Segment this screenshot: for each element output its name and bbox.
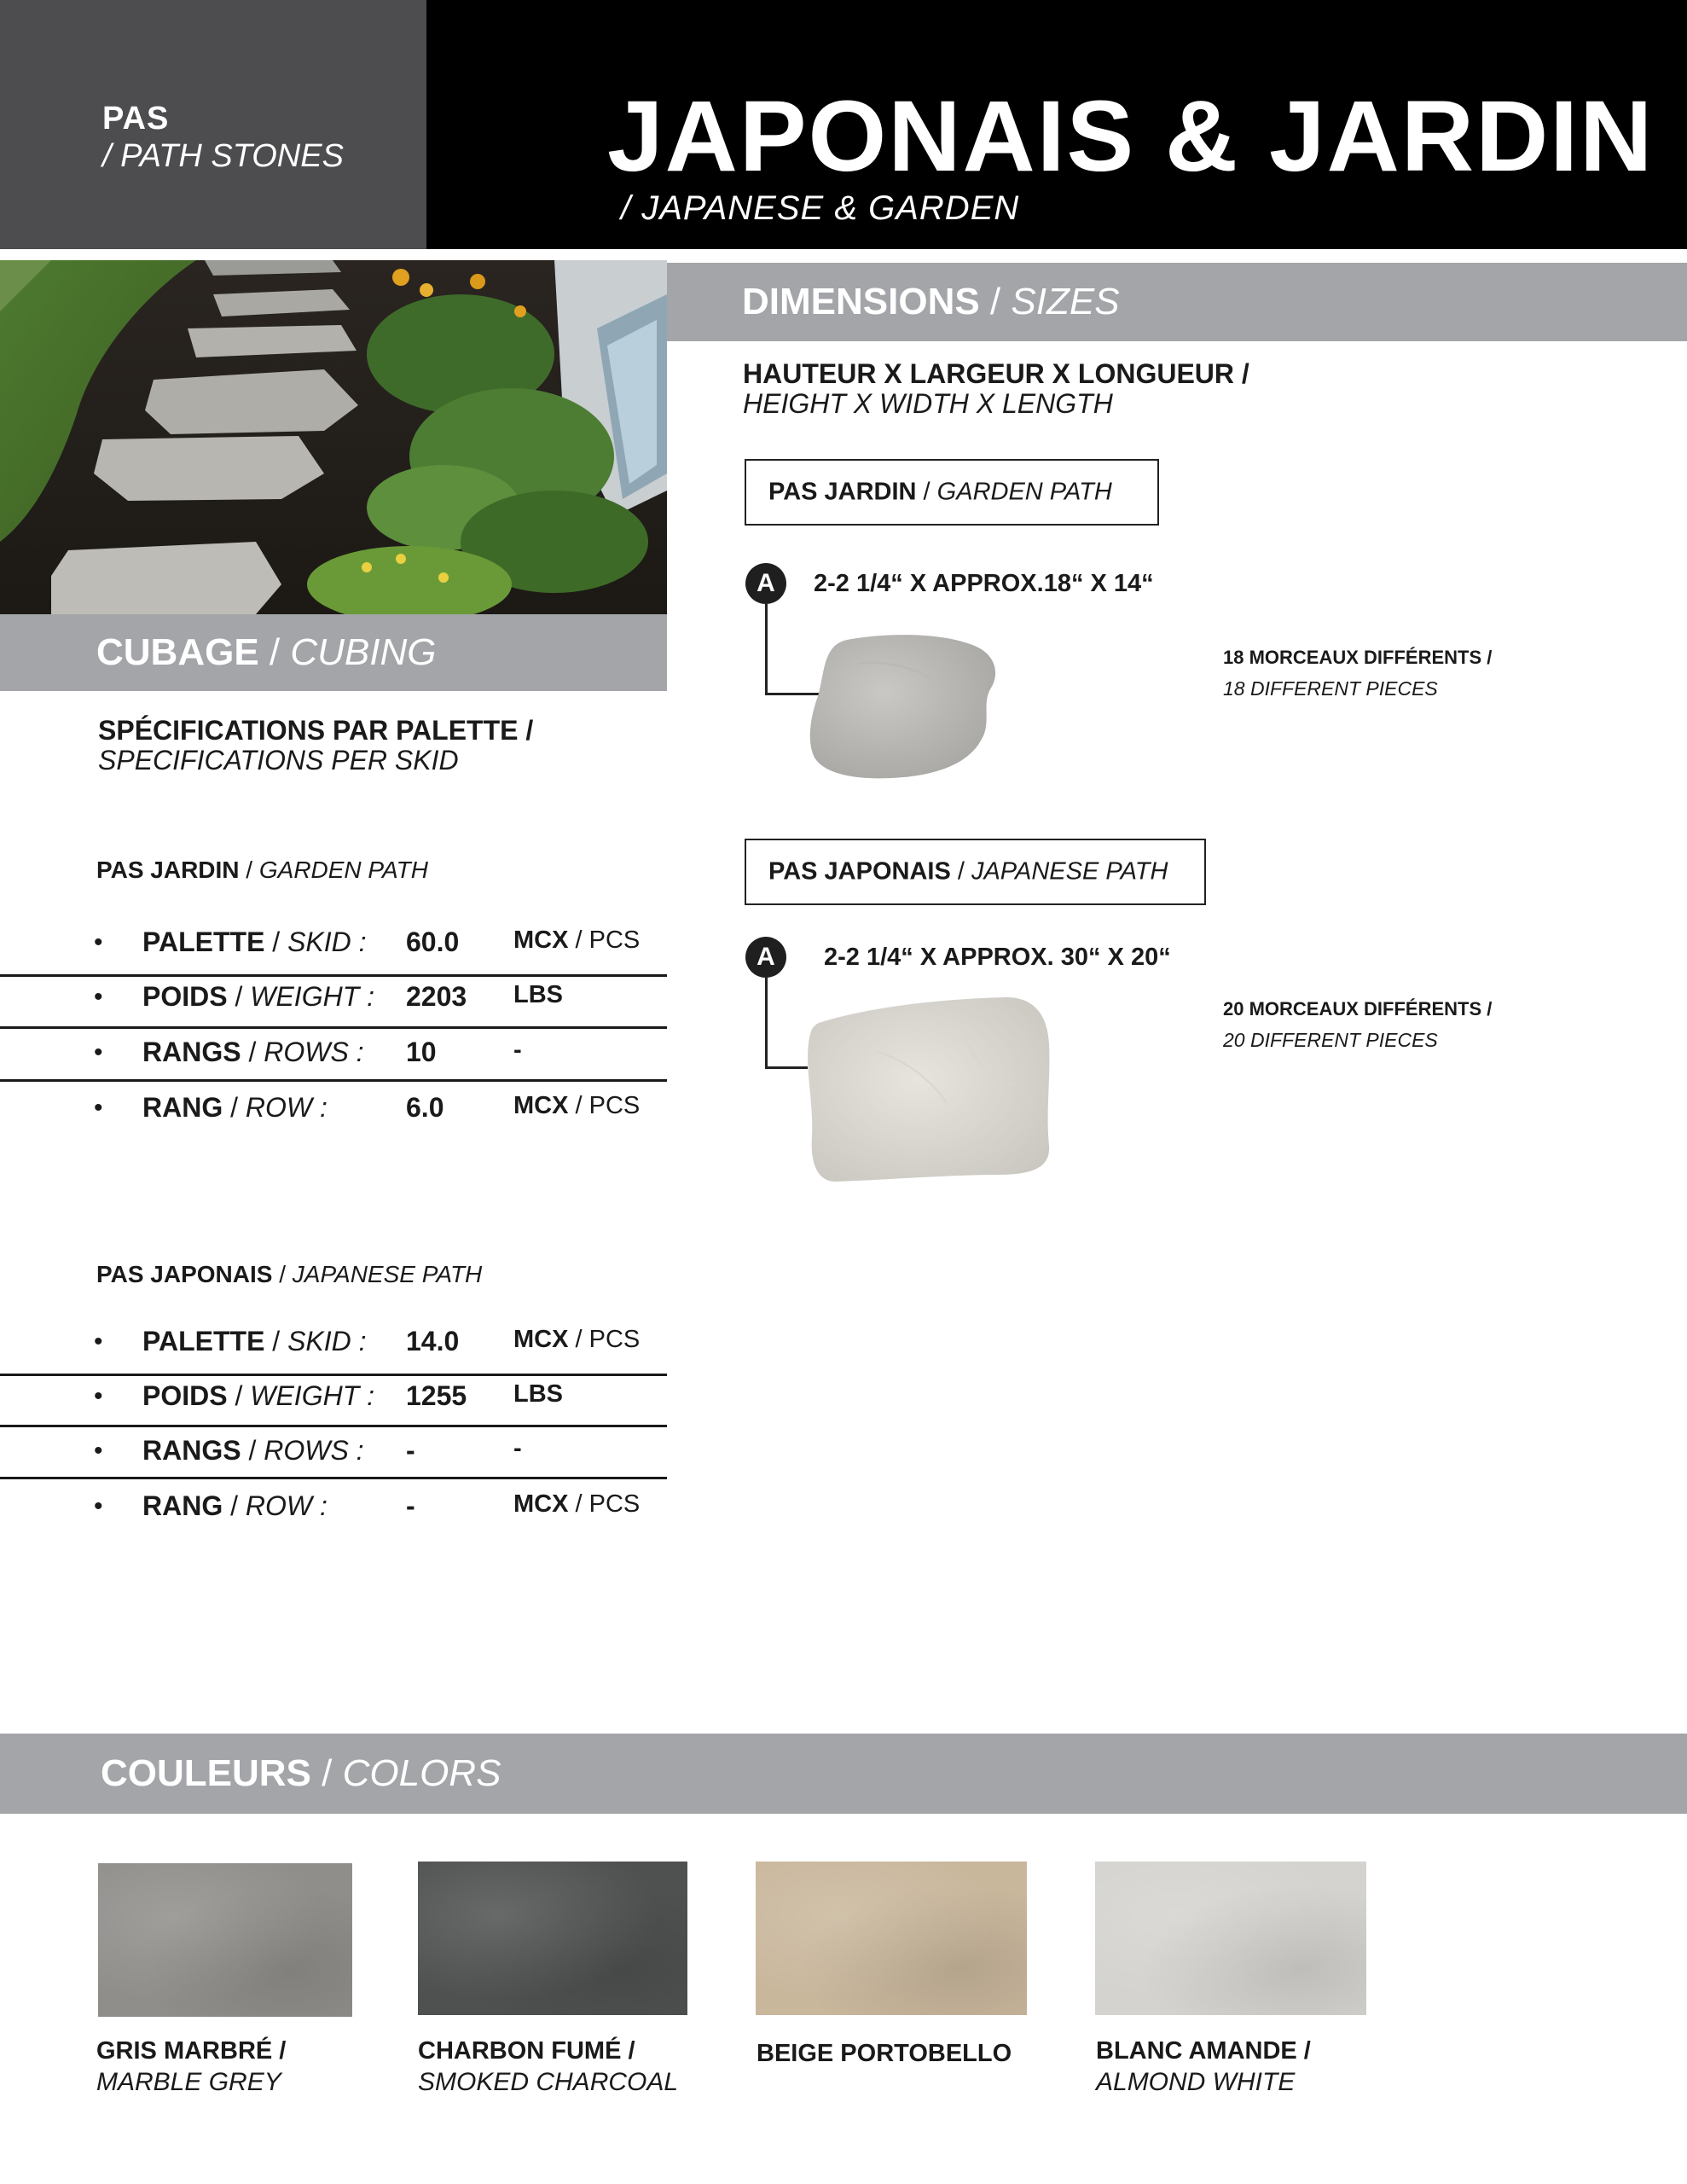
callout-line (765, 978, 768, 1068)
colors-heading-fr: COULEURS (101, 1752, 311, 1794)
page-subtitle: / JAPANESE & GARDEN (621, 189, 1020, 227)
swatch-smoked-charcoal (418, 1862, 687, 2015)
dimension-value: 2-2 1/4“ X APPROX. 30“ X 20“ (824, 944, 1171, 971)
swatch-beige-portobello (756, 1862, 1027, 2015)
spec-row (0, 1374, 667, 1426)
pieces-count-en: 18 DIFFERENT PIECES (1223, 677, 1438, 700)
cubage-heading (96, 631, 437, 674)
category-label: PAS (102, 101, 170, 136)
bullet: • (94, 1038, 103, 1066)
cubage-product-name-en: GARDEN PATH (258, 857, 428, 883)
cubage-product-name-fr: PAS JARDIN (96, 857, 240, 883)
cubage-product-name-fr: PAS JAPONAIS (96, 1261, 273, 1287)
spec-unit: MCX / PCS (513, 1092, 641, 1119)
cubage-heading-bar (0, 614, 667, 691)
bullet: • (94, 1327, 103, 1356)
spec-row (0, 1428, 667, 1481)
swatch-name: CHARBON FUMÉ / (418, 2037, 635, 2065)
spec-row (0, 1030, 667, 1083)
cubage-product-heading: PAS JAPONAIS / JAPANESE PATH (96, 1261, 483, 1287)
pieces-count-en: 20 DIFFERENT PIECES (1223, 1029, 1438, 1051)
product-label: PAS JARDIN / GARDEN PATH (768, 478, 1112, 506)
spec-unit: - (513, 1037, 522, 1064)
colors-heading-bar (0, 1734, 1687, 1814)
garden-stone-image (806, 630, 1002, 783)
marker-a: A (745, 563, 786, 604)
row-divider (0, 1026, 667, 1029)
header-left-panel (0, 0, 426, 249)
bullet: • (94, 1094, 103, 1122)
spec-value: - (406, 1435, 415, 1466)
spec-row (0, 920, 667, 973)
spec-unit: MCX / PCS (513, 1326, 641, 1353)
spec-label: POIDS / WEIGHT : (142, 1380, 375, 1411)
spec-label: RANG / ROW : (142, 1490, 328, 1521)
category-label-en: / PATH STONES (102, 138, 344, 174)
swatch-name-en: MARBLE GREY (96, 2068, 281, 2096)
cubage-product-name-en: JAPANESE PATH (292, 1261, 483, 1287)
dimensions-heading-en: SIZES (1011, 281, 1120, 322)
spec-subtitle: SPECIFICATIONS PER SKID (98, 745, 459, 775)
spec-value: - (406, 1490, 415, 1521)
cubage-heading-en: CUBING (290, 631, 437, 673)
spec-label: PALETTE / SKID : (142, 1326, 367, 1356)
spec-value: 2203 (406, 981, 467, 1012)
spec-unit: MCX / PCS (513, 1490, 641, 1518)
dimension-value: 2-2 1/4“ X APPROX.18“ X 14“ (814, 570, 1154, 597)
bullet: • (94, 1437, 103, 1465)
spec-value: 60.0 (406, 926, 460, 957)
pieces-count: 18 MORCEAUX DIFFÉRENTS / (1223, 647, 1493, 668)
spec-row (0, 974, 667, 1027)
spec-row (0, 1319, 667, 1372)
cubage-product-heading: PAS JARDIN / GARDEN PATH (96, 857, 428, 883)
spec-label: PALETTE / SKID : (142, 926, 367, 957)
swatch-name: BEIGE PORTOBELLO (757, 2040, 1012, 2067)
spec-label: POIDS / WEIGHT : (142, 981, 375, 1012)
spec-title: SPÉCIFICATIONS PAR PALETTE / (98, 715, 534, 746)
row-divider (0, 1477, 667, 1479)
dimensions-heading: DIMENSIONS / SIZES (742, 281, 1120, 322)
spec-unit: LBS (513, 1380, 563, 1408)
dimensions-heading-bar (667, 263, 1687, 341)
product-label-box (745, 839, 1206, 905)
spec-value: 10 (406, 1037, 437, 1067)
product-label: PAS JAPONAIS / JAPANESE PATH (768, 857, 1168, 886)
row-divider (0, 1425, 667, 1427)
product-label-box (745, 459, 1159, 526)
swatch-marble-grey (98, 1863, 352, 2017)
spec-row (0, 1484, 667, 1536)
colors-heading-en: COLORS (342, 1752, 501, 1794)
japanese-stone-image (802, 992, 1058, 1188)
spec-value: 6.0 (406, 1092, 444, 1123)
bullet: • (94, 1382, 103, 1410)
swatch-name: GRIS MARBRÉ / (96, 2037, 287, 2065)
garden-path-photo (0, 260, 667, 614)
spec-label: RANG / ROW : (142, 1092, 328, 1123)
swatch-almond-white (1095, 1862, 1366, 2015)
swatch-name: BLANC AMANDE / (1096, 2037, 1311, 2065)
pieces-count: 20 MORCEAUX DIFFÉRENTS / (1223, 998, 1493, 1019)
cubage-heading-fr: CUBAGE (96, 631, 259, 673)
spec-value: 14.0 (406, 1326, 460, 1356)
bullet: • (94, 983, 103, 1011)
bullet: • (94, 1492, 103, 1520)
spec-unit: MCX / PCS (513, 926, 641, 954)
spec-row (0, 1085, 667, 1138)
spec-label: RANGS / ROWS : (142, 1037, 364, 1067)
dimensions-format-label-en: HEIGHT X WIDTH X LENGTH (743, 388, 1113, 419)
swatch-name-en: ALMOND WHITE (1096, 2068, 1296, 2096)
page-title: JAPONAIS & JARDIN (607, 80, 1655, 193)
spec-unit: - (513, 1435, 522, 1462)
swatch-name-en: SMOKED CHARCOAL (418, 2068, 679, 2096)
spec-unit: LBS (513, 981, 563, 1008)
row-divider (0, 1079, 667, 1082)
callout-line (765, 604, 768, 694)
spec-value: 1255 (406, 1380, 467, 1411)
dimensions-format-label: HAUTEUR X LARGEUR X LONGUEUR / (743, 358, 1249, 389)
spec-label: RANGS / ROWS : (142, 1435, 364, 1466)
bullet: • (94, 928, 103, 956)
dimensions-heading-fr: DIMENSIONS (742, 281, 980, 322)
colors-heading: COULEURS / COLORS (101, 1752, 501, 1794)
marker-a: A (745, 937, 786, 978)
cubage-heading-sep: / (258, 631, 291, 673)
